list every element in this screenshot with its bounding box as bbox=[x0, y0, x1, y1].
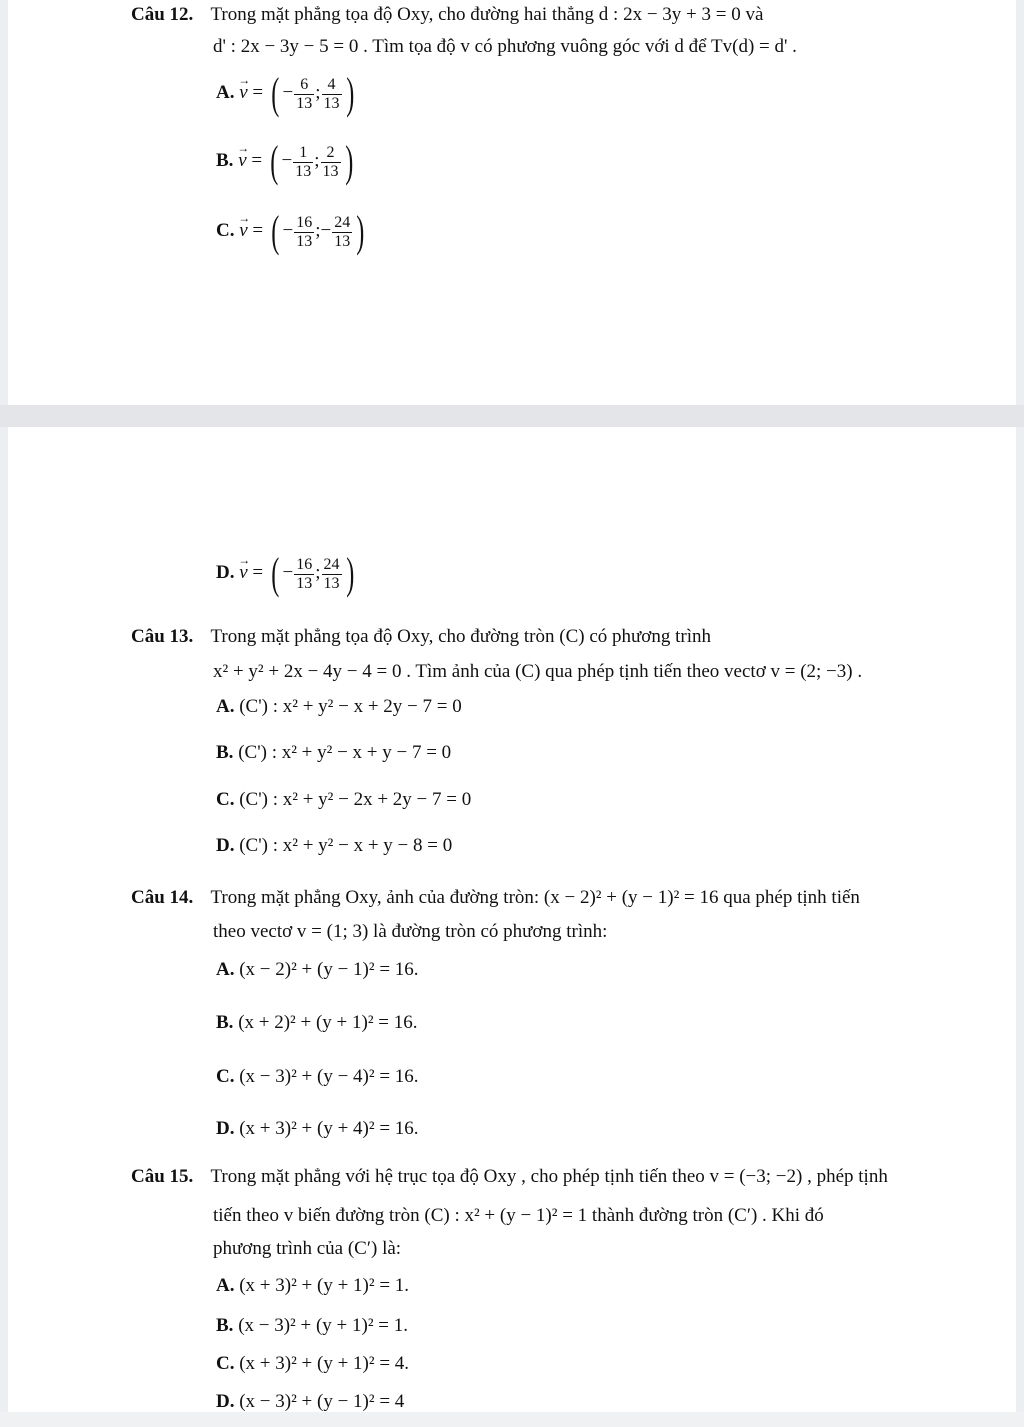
q12-b-n2: 2 bbox=[321, 144, 341, 163]
q12-option-d: D. → v = ( − $\frac{16}{13}$ ; $\frac{24}{13}$ ) bbox=[216, 552, 357, 602]
q15-line3 bbox=[213, 1237, 401, 1261]
q12-a-sign1: − bbox=[282, 82, 294, 104]
q12-line1 bbox=[131, 3, 763, 27]
q15-option-b-letter: B. bbox=[216, 1315, 234, 1336]
page-separator bbox=[0, 405, 1024, 427]
bottom-band bbox=[0, 1412, 1024, 1427]
q15-option-a bbox=[216, 1274, 409, 1298]
q15-text-3: phương trình của (C′) là: bbox=[213, 1238, 402, 1259]
q15-option-a-text: (x + 3)² + (y + 1)² = 1. bbox=[239, 1275, 410, 1296]
q15-option-c bbox=[216, 1352, 409, 1376]
q13-option-d-letter: D. bbox=[216, 835, 235, 856]
q12-option-b-letter: B. bbox=[216, 150, 234, 172]
q12-b-d1: 13 bbox=[295, 162, 312, 180]
q13-option-b bbox=[216, 741, 451, 765]
q13-option-a-letter: A. bbox=[216, 696, 235, 717]
q14-option-b-text: (x + 2)² + (y + 1)² = 16. bbox=[238, 1012, 418, 1033]
q14-label: Câu 14. bbox=[131, 887, 194, 908]
q12-c-d1: 13 bbox=[296, 232, 313, 250]
q12-option-a: A. → v = ( − $\frac{6}{13}$ ; $\frac{4}{13}$ ) bbox=[216, 72, 357, 122]
q12-a-n1: 6 bbox=[294, 76, 314, 95]
q12-option-c: C. → v = ( − $\frac{16}{13}$ ;− $\frac{24}{13}$ ) bbox=[216, 210, 368, 260]
q12-c-n1: 16 bbox=[296, 213, 313, 231]
q12-d-n1: 16 bbox=[296, 555, 313, 573]
q13-option-c bbox=[216, 788, 471, 812]
q15-text-2: tiến theo v biến đường tròn (C) : x² + (y − 1)² = 1 thành đường tròn (C′) . Khi đó bbox=[213, 1205, 824, 1226]
q15-option-c-text: (x + 3)² + (y + 1)² = 4. bbox=[239, 1353, 410, 1374]
q12-b-d2: 13 bbox=[322, 162, 339, 180]
q12-a-d2: 13 bbox=[323, 94, 340, 112]
q13-text-2: x² + y² + 2x − 4y − 4 = 0 . Tìm ảnh của (C) qua phép tịnh tiến theo vectơ v = (2; −3) . bbox=[213, 661, 863, 682]
q14-option-b bbox=[216, 1011, 418, 1035]
q12-option-a-letter: A. bbox=[216, 82, 235, 104]
q13-text-1: Trong mặt phẳng tọa độ Oxy, cho đường tròn (C) có phương trình bbox=[210, 626, 711, 647]
q15-text-1: Trong mặt phẳng với hệ trục tọa độ Oxy , cho phép tịnh tiến theo v = (−3; −2) , phép tịnh bbox=[210, 1166, 888, 1187]
q12-text-1: Trong mặt phẳng tọa độ Oxy, cho đường hai thẳng d : 2x − 3y + 3 = 0 và bbox=[210, 4, 764, 25]
q15-option-d bbox=[216, 1390, 404, 1414]
q13-option-a bbox=[216, 695, 462, 719]
q12-d-d2: 13 bbox=[323, 574, 340, 592]
q15-option-b bbox=[216, 1314, 408, 1338]
q15-option-b-text: (x − 3)² + (y + 1)² = 1. bbox=[238, 1315, 408, 1336]
q12-c-d2: 13 bbox=[334, 232, 351, 250]
q12-b-sign1: − bbox=[281, 150, 293, 172]
q15-line2 bbox=[213, 1204, 824, 1228]
q13-option-d bbox=[216, 834, 452, 858]
q14-option-a-text: (x − 2)² + (y − 1)² = 16. bbox=[239, 959, 419, 980]
q12-option-b: B. → v = ( − $\frac{1}{13}$ ; $\frac{2}{13}$ ) bbox=[216, 140, 356, 190]
q13-line2 bbox=[213, 660, 862, 684]
q13-option-c-letter: C. bbox=[216, 789, 235, 810]
q12-d-d1: 13 bbox=[296, 574, 313, 592]
q12-option-c-letter: C. bbox=[216, 220, 235, 242]
q14-text-1: Trong mặt phẳng Oxy, ảnh của đường tròn: (x − 2)² + (y − 1)² = 16 qua phép tịnh tiến bbox=[210, 887, 860, 908]
q14-option-c bbox=[216, 1065, 419, 1089]
q14-option-c-text: (x − 3)² + (y − 4)² = 16. bbox=[239, 1066, 419, 1087]
q13-option-d-text: (C') : x² + y² − x + y − 8 = 0 bbox=[239, 835, 453, 856]
left-page-edge bbox=[0, 0, 8, 1427]
q14-option-d-text: (x + 3)² + (y + 4)² = 16. bbox=[239, 1118, 419, 1139]
q14-option-c-letter: C. bbox=[216, 1066, 235, 1087]
q15-option-d-letter: D. bbox=[216, 1391, 235, 1412]
q13-option-c-text: (C') : x² + y² − 2x + 2y − 7 = 0 bbox=[239, 789, 472, 810]
q14-option-a-letter: A. bbox=[216, 959, 235, 980]
q12-option-d-letter: D. bbox=[216, 562, 235, 584]
q12-a-n2: 4 bbox=[322, 76, 342, 95]
q14-option-d bbox=[216, 1117, 419, 1141]
q14-line1 bbox=[131, 886, 860, 910]
q12-c-sign1: − bbox=[282, 220, 294, 242]
q15-option-c-letter: C. bbox=[216, 1353, 235, 1374]
q12-d-sign1: − bbox=[282, 562, 294, 584]
q15-label: Câu 15. bbox=[131, 1166, 194, 1187]
q12-a-d1: 13 bbox=[296, 94, 313, 112]
q13-option-b-letter: B. bbox=[216, 742, 234, 763]
q13-line1 bbox=[131, 625, 711, 649]
q15-line1 bbox=[131, 1165, 888, 1189]
q13-option-a-text: (C') : x² + y² − x + 2y − 7 = 0 bbox=[239, 696, 462, 717]
q12-c-sign2: − bbox=[320, 220, 332, 242]
q12-c-n2: 24 bbox=[334, 213, 351, 231]
q13-label: Câu 13. bbox=[131, 626, 194, 647]
q12-text-2: d' : 2x − 3y − 5 = 0 . Tìm tọa độ v có phương vuông góc với d để Tv(d) = d' . bbox=[213, 36, 797, 57]
q14-text-2: theo vectơ v = (1; 3) là đường tròn có phương trình: bbox=[213, 921, 608, 942]
right-page-edge bbox=[1016, 0, 1024, 1427]
q15-option-a-letter: A. bbox=[216, 1275, 235, 1296]
q12-b-n1: 1 bbox=[293, 144, 313, 163]
q14-line2 bbox=[213, 920, 607, 944]
q14-option-d-letter: D. bbox=[216, 1118, 235, 1139]
q14-option-b-letter: B. bbox=[216, 1012, 234, 1033]
q13-option-b-text: (C') : x² + y² − x + y − 7 = 0 bbox=[238, 742, 452, 763]
q15-option-d-text: (x − 3)² + (y − 1)² = 4 bbox=[239, 1391, 405, 1412]
q12-d-n2: 24 bbox=[323, 555, 340, 573]
q14-option-a bbox=[216, 958, 419, 982]
q12-line2 bbox=[213, 35, 797, 59]
q12-label: Câu 12. bbox=[131, 4, 194, 25]
